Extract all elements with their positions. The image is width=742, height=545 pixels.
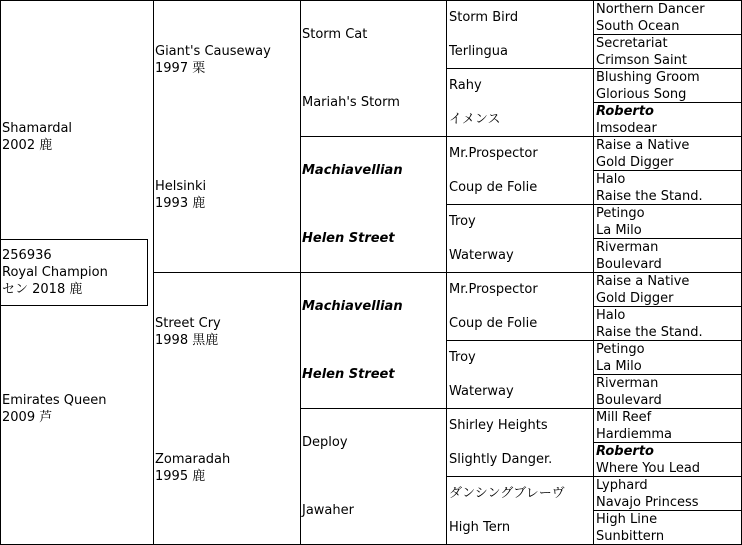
gen5-name: Where You Lead bbox=[596, 461, 701, 476]
gen3-name: Deploy bbox=[302, 435, 348, 450]
gen5-name: La Milo bbox=[596, 223, 642, 238]
gen2-details: 1995 鹿 bbox=[155, 469, 206, 484]
gen2-name: Street Cry bbox=[155, 316, 221, 331]
gen3-name-emphasized: Machiavellian bbox=[302, 299, 403, 314]
gen3-name-emphasized: Machiavellian bbox=[302, 163, 403, 178]
gen3-name-emphasized: Helen Street bbox=[302, 231, 395, 246]
gen3-name: Jawaher bbox=[302, 503, 354, 518]
gen5-name: Raise a Native bbox=[596, 274, 690, 289]
gen4-name: Terlingua bbox=[449, 44, 508, 59]
gen5-name: Raise the Stand. bbox=[596, 189, 703, 204]
gen2-name: Zomaradah bbox=[155, 452, 231, 467]
gen5-name: Petingo bbox=[596, 206, 645, 221]
gen4-name: Shirley Heights bbox=[449, 418, 548, 433]
gen5-name: Hardiemma bbox=[596, 427, 673, 442]
gen4-name: ダンシングブレーヴ bbox=[449, 486, 565, 501]
gen5-name: Raise the Stand. bbox=[596, 325, 703, 340]
gen4-name: Coup de Folie bbox=[449, 180, 538, 195]
subject-name: Royal Champion bbox=[2, 265, 108, 280]
gen4-name: Waterway bbox=[449, 384, 514, 399]
gen5-name: Navajo Princess bbox=[596, 495, 699, 510]
gen5-name: Gold Digger bbox=[596, 291, 674, 306]
gen3-name: Mariah's Storm bbox=[302, 95, 400, 110]
gen5-name-emphasized: Roberto bbox=[596, 104, 654, 119]
gen4-name: Mr.Prospector bbox=[449, 146, 538, 161]
subject-id: 256936 bbox=[2, 248, 52, 263]
gen4-name: イメンス bbox=[449, 112, 501, 127]
gen5-name: Petingo bbox=[596, 342, 645, 357]
subject-box bbox=[0, 239, 148, 306]
gen5-name: Halo bbox=[596, 172, 626, 187]
gen5-name: Riverman bbox=[596, 376, 659, 391]
gen2-details: 1997 栗 bbox=[155, 61, 206, 76]
gen3-name-emphasized: Helen Street bbox=[302, 367, 395, 382]
gen1-sire-name: Shamardal bbox=[2, 121, 73, 136]
gen2-details: 1998 黒鹿 bbox=[155, 333, 219, 348]
gen5-name: Mill Reef bbox=[596, 410, 652, 425]
gen5-name: La Milo bbox=[596, 359, 642, 374]
gen4-name: Coup de Folie bbox=[449, 316, 538, 331]
gen2-name: Helsinki bbox=[155, 179, 207, 194]
gen5-name-emphasized: Roberto bbox=[596, 444, 654, 459]
gen5-name: Lyphard bbox=[596, 478, 648, 493]
gen3-name: Storm Cat bbox=[302, 27, 368, 42]
gen5-name: Sunbittern bbox=[596, 529, 665, 544]
gen5-name: Halo bbox=[596, 308, 626, 323]
gen5-name: Riverman bbox=[596, 240, 659, 255]
gen4-name: Slightly Danger. bbox=[449, 452, 553, 467]
gen5-name: Raise a Native bbox=[596, 138, 690, 153]
gen5-name: Imsodear bbox=[596, 121, 657, 136]
gen1-dam-name: Emirates Queen bbox=[2, 393, 107, 408]
gen4-name: Mr.Prospector bbox=[449, 282, 538, 297]
gen4-name: Troy bbox=[449, 214, 476, 229]
gen4-name: Rahy bbox=[449, 78, 482, 93]
gen5-name: Boulevard bbox=[596, 393, 662, 408]
gen5-name: Glorious Song bbox=[596, 87, 687, 102]
gen2-name: Giant's Causeway bbox=[155, 44, 271, 59]
gen4-name: High Tern bbox=[449, 520, 511, 535]
gen4-name: Storm Bird bbox=[449, 10, 519, 25]
gen5-name: Gold Digger bbox=[596, 155, 674, 170]
gen5-name: South Ocean bbox=[596, 19, 680, 34]
gen4-name: Troy bbox=[449, 350, 476, 365]
gen5-name: Northern Dancer bbox=[596, 2, 705, 17]
gen5-name: Crimson Saint bbox=[596, 53, 687, 68]
gen1-sire-details: 2002 鹿 bbox=[2, 138, 53, 153]
subject-details: セン 2018 鹿 bbox=[2, 282, 83, 297]
gen4-name: Waterway bbox=[449, 248, 514, 263]
gen5-name: Boulevard bbox=[596, 257, 662, 272]
gen5-name: High Line bbox=[596, 512, 658, 527]
grid-line bbox=[300, 408, 742, 409]
gen5-name: Blushing Groom bbox=[596, 70, 700, 85]
gen2-details: 1993 鹿 bbox=[155, 196, 206, 211]
gen1-dam-details: 2009 芦 bbox=[2, 410, 53, 425]
gen5-name: Secretariat bbox=[596, 36, 668, 51]
